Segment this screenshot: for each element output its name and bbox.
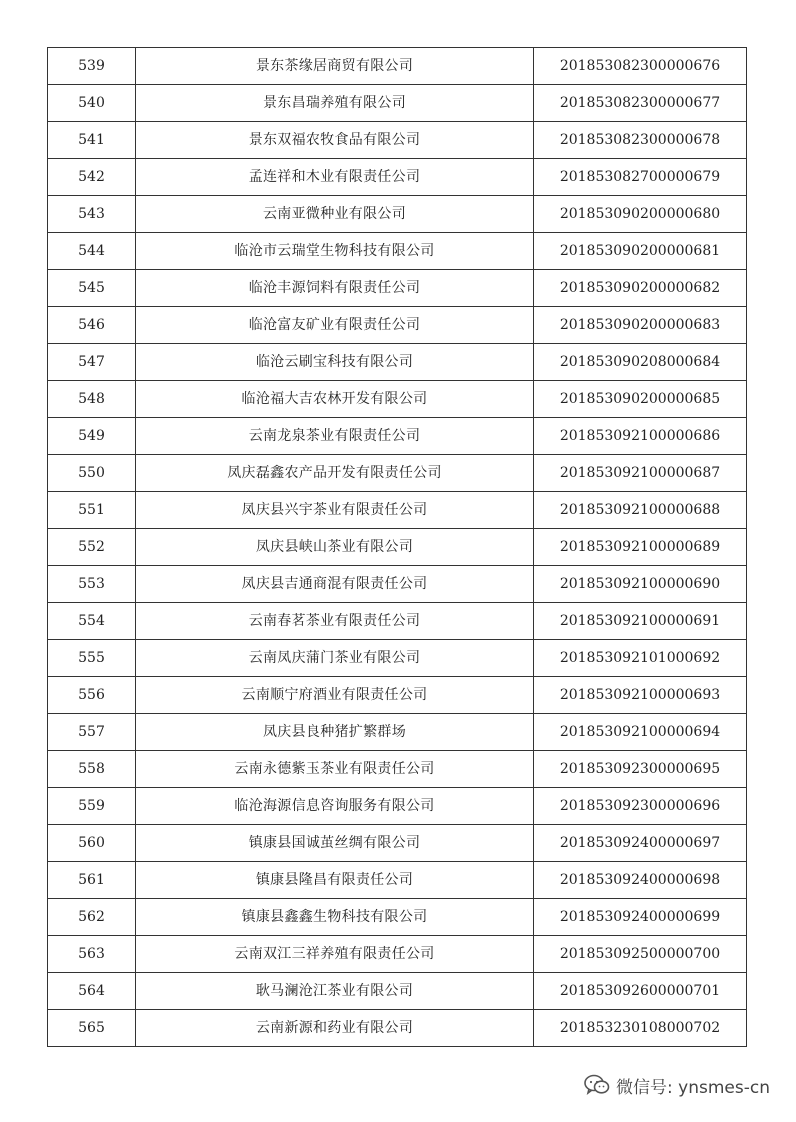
table-row [48, 936, 747, 973]
row-number-cell: 547 [48, 344, 136, 381]
table-row [48, 640, 747, 677]
table-row [48, 418, 747, 455]
registration-code-cell: 201853092300000696 [534, 788, 747, 825]
row-number-cell: 549 [48, 418, 136, 455]
table-row [48, 899, 747, 936]
registration-code-cell: 201853090208000684 [534, 344, 747, 381]
registration-code-cell: 201853092100000694 [534, 714, 747, 751]
row-number-cell: 550 [48, 455, 136, 492]
company-name-cell: 镇康县国诚茧丝绸有限公司 [136, 825, 534, 862]
row-number-cell: 561 [48, 862, 136, 899]
company-name-cell: 凤庆县吉通商混有限责任公司 [136, 566, 534, 603]
registration-code-cell: 201853090200000685 [534, 381, 747, 418]
table-row [48, 159, 747, 196]
table-row [48, 862, 747, 899]
company-name-cell: 镇康县鑫鑫生物科技有限公司 [136, 899, 534, 936]
company-name-cell: 景东双福农牧食品有限公司 [136, 122, 534, 159]
company-list-table [47, 47, 747, 1047]
table-row [48, 603, 747, 640]
company-name-cell: 临沧云刷宝科技有限公司 [136, 344, 534, 381]
company-name-cell: 云南永德紫玉茶业有限责任公司 [136, 751, 534, 788]
row-number-cell: 559 [48, 788, 136, 825]
company-name-cell: 临沧丰源饲料有限责任公司 [136, 270, 534, 307]
row-number-cell: 552 [48, 529, 136, 566]
table-row [48, 677, 747, 714]
company-name-cell: 凤庆县峡山茶业有限公司 [136, 529, 534, 566]
registration-code-cell: 201853092100000689 [534, 529, 747, 566]
row-number-cell: 551 [48, 492, 136, 529]
company-name-cell: 云南亚微种业有限公司 [136, 196, 534, 233]
registration-code-cell: 201853092300000695 [534, 751, 747, 788]
table-row [48, 122, 747, 159]
wechat-watermark [584, 1072, 770, 1098]
row-number-cell: 539 [48, 48, 136, 85]
registration-code-cell: 201853092600000701 [534, 973, 747, 1010]
row-number-cell: 548 [48, 381, 136, 418]
registration-code-cell: 201853092100000687 [534, 455, 747, 492]
registration-code-cell: 201853092400000698 [534, 862, 747, 899]
registration-code-cell: 201853092100000690 [534, 566, 747, 603]
row-number-cell: 541 [48, 122, 136, 159]
company-name-cell: 云南新源和药业有限公司 [136, 1010, 534, 1047]
company-name-cell: 凤庆磊鑫农产品开发有限责任公司 [136, 455, 534, 492]
row-number-cell: 558 [48, 751, 136, 788]
registration-code-cell: 201853092100000691 [534, 603, 747, 640]
registration-code-cell: 201853092400000699 [534, 899, 747, 936]
table-row [48, 270, 747, 307]
row-number-cell: 540 [48, 85, 136, 122]
row-number-cell: 565 [48, 1010, 136, 1047]
registration-code-cell: 201853090200000682 [534, 270, 747, 307]
registration-code-cell: 201853082700000679 [534, 159, 747, 196]
table-row [48, 973, 747, 1010]
company-name-cell: 临沧海源信息咨询服务有限公司 [136, 788, 534, 825]
company-name-cell: 云南龙泉茶业有限责任公司 [136, 418, 534, 455]
row-number-cell: 554 [48, 603, 136, 640]
row-number-cell: 555 [48, 640, 136, 677]
table-row [48, 48, 747, 85]
registration-code-cell: 201853090200000680 [534, 196, 747, 233]
table-row [48, 714, 747, 751]
table-row [48, 492, 747, 529]
row-number-cell: 556 [48, 677, 136, 714]
row-number-cell: 542 [48, 159, 136, 196]
table-row [48, 196, 747, 233]
table-row [48, 455, 747, 492]
row-number-cell: 545 [48, 270, 136, 307]
company-name-cell: 镇康县隆昌有限责任公司 [136, 862, 534, 899]
table-row [48, 788, 747, 825]
company-name-cell: 耿马澜沧江茶业有限公司 [136, 973, 534, 1010]
row-number-cell: 563 [48, 936, 136, 973]
registration-code-cell: 201853092400000697 [534, 825, 747, 862]
company-name-cell: 凤庆县良种猪扩繁群场 [136, 714, 534, 751]
registration-code-cell: 201853230108000702 [534, 1010, 747, 1047]
registration-code-cell: 201853090200000683 [534, 307, 747, 344]
company-name-cell: 云南顺宁府酒业有限责任公司 [136, 677, 534, 714]
registration-code-cell: 201853092100000693 [534, 677, 747, 714]
company-name-cell: 临沧福大吉农林开发有限公司 [136, 381, 534, 418]
row-number-cell: 562 [48, 899, 136, 936]
row-number-cell: 557 [48, 714, 136, 751]
row-number-cell: 544 [48, 233, 136, 270]
table-row [48, 751, 747, 788]
watermark-text: 微信号: ynsmes-cn [616, 1077, 770, 1098]
table-row [48, 344, 747, 381]
table-row [48, 566, 747, 603]
wechat-icon [584, 1074, 610, 1096]
table-row [48, 233, 747, 270]
company-name-cell: 云南双江三祥养殖有限责任公司 [136, 936, 534, 973]
row-number-cell: 553 [48, 566, 136, 603]
row-number-cell: 560 [48, 825, 136, 862]
company-name-cell: 云南春茗茶业有限责任公司 [136, 603, 534, 640]
table-row [48, 307, 747, 344]
table-row [48, 1010, 747, 1047]
table-row [48, 825, 747, 862]
company-name-cell: 云南凤庆蒲门茶业有限公司 [136, 640, 534, 677]
registration-code-cell: 201853092101000692 [534, 640, 747, 677]
registration-code-cell: 201853092500000700 [534, 936, 747, 973]
registration-code-cell: 201853092100000686 [534, 418, 747, 455]
table-row [48, 85, 747, 122]
registration-code-cell: 201853082300000677 [534, 85, 747, 122]
table-row [48, 529, 747, 566]
company-name-cell: 孟连祥和木业有限责任公司 [136, 159, 534, 196]
company-name-cell: 凤庆县兴宇茶业有限责任公司 [136, 492, 534, 529]
table-body [48, 48, 747, 1047]
registration-code-cell: 201853092100000688 [534, 492, 747, 529]
row-number-cell: 546 [48, 307, 136, 344]
table-row [48, 381, 747, 418]
row-number-cell: 543 [48, 196, 136, 233]
company-name-cell: 景东茶缘居商贸有限公司 [136, 48, 534, 85]
company-name-cell: 景东昌瑞养殖有限公司 [136, 85, 534, 122]
company-name-cell: 临沧富友矿业有限责任公司 [136, 307, 534, 344]
registration-code-cell: 201853082300000678 [534, 122, 747, 159]
registration-code-cell: 201853090200000681 [534, 233, 747, 270]
registration-code-cell: 201853082300000676 [534, 48, 747, 85]
row-number-cell: 564 [48, 973, 136, 1010]
company-name-cell: 临沧市云瑞堂生物科技有限公司 [136, 233, 534, 270]
